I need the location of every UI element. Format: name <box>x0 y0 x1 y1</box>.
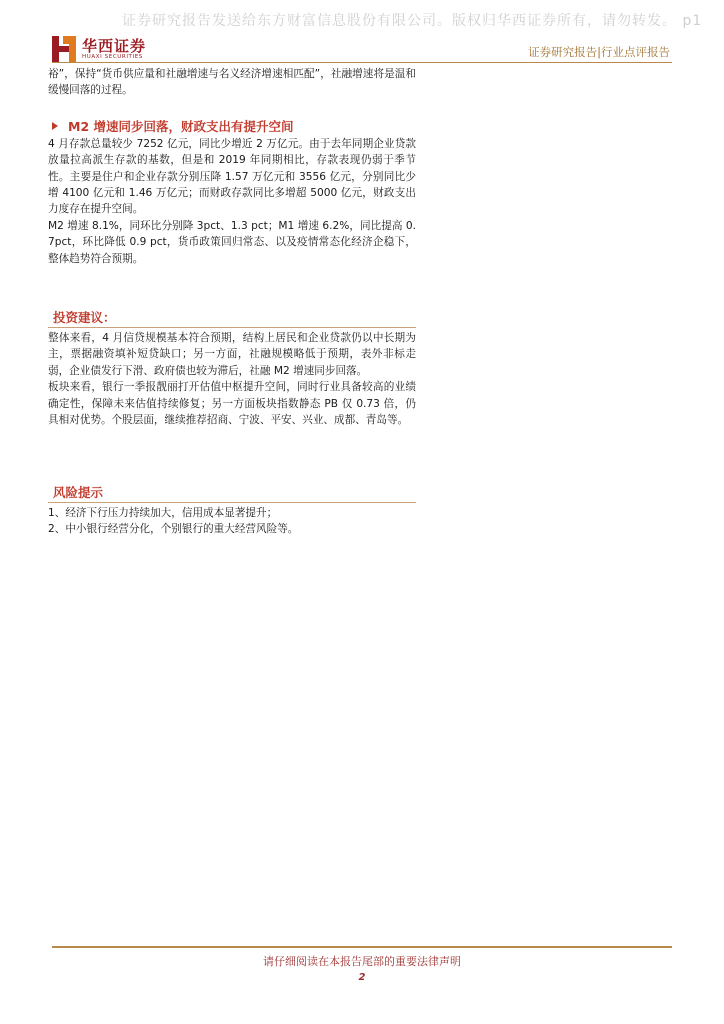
risk-item-2: 2、中小银行经营分化，个别银行的重大经营风险等。 <box>48 523 299 536</box>
m2-paragraph-2: M2 增速 8.1%，同环比分别降 3pct、1.3 pct；M1 增速 6.2%，同比提高 0.7pct，环比降低 0.9 pct，货币政策回归常态、以及疫情常态化经济企稳下，整体趋势符合预期。 <box>48 219 416 265</box>
logo-name-cn: 华西证券 <box>82 37 147 55</box>
m2-section-heading <box>48 116 416 136</box>
investment-paragraph-2: 板块来看，银行一季报靓丽打开估值中枢提升空间，同时行业具备较高的业绩确定性，保障未来估值持续修复；另一方面板块指数静态 PB 仅 0.73 倍，仍具相对优势。个股层面，继续推荐招商、宁波、平安、兴业、成都、青岛等。 <box>48 381 416 427</box>
header-divider <box>52 62 672 63</box>
main-content <box>48 66 416 267</box>
m2-paragraph-1: 4 月存款总量较少 7252 亿元，同比少增近 2 万亿元。由于去年同期企业贷款放量拉高派生存款的基数，但是和 2019 年同期相比，存款表现仍弱于季节性。主要是住户和企业存款分别压降 1.57 万亿元和 3556 亿元，分别同比少增 4100 亿元和 1.46 万亿元；而财政存款同比多增超 5000 亿元，财政支出力度存在提升空间。 <box>48 137 416 216</box>
page-number: 2 <box>358 972 366 983</box>
report-type-label: 证券研究报告|行业点评报告 <box>528 45 670 59</box>
risk-title: 风险提示 <box>53 485 104 500</box>
risk-section <box>48 484 416 538</box>
triangle-bullet-icon <box>52 122 58 130</box>
company-logo <box>52 34 162 64</box>
risk-divider <box>48 502 416 503</box>
risk-item-1: 1、经济下行压力持续加大，信用成本显著提升； <box>48 507 278 519</box>
investment-divider <box>48 327 416 328</box>
footer-disclaimer: 请仔细阅读在本报告尾部的重要法律声明 <box>263 955 461 968</box>
logo-name-en: HUAXI SECURITIES <box>82 54 143 60</box>
intro-paragraph: 裕”，保持“货币供应量和社融增速与名义经济增速相匹配”，社融增速将是温和缓慢回落的过程。 <box>48 68 416 97</box>
logo-mark-icon <box>52 36 76 62</box>
investment-section <box>48 309 416 428</box>
footer-divider <box>52 946 672 948</box>
investment-title: 投资建议： <box>53 310 116 325</box>
watermark-text: 证券研究报告发送给东方财富信息股份有限公司。版权归华西证券所有，请勿转发。 p1 <box>122 13 703 29</box>
m2-section-title: M2 增速同步回落，财政支出有提升空间 <box>68 118 294 134</box>
investment-paragraph-1: 整体来看，4 月信贷规模基本符合预期，结构上居民和企业贷款仍以中长期为主，票据融资填补短贷缺口；另一方面，社融规模略低于预期，表外非标走弱，企业债发行下滑、政府债也较为滞后，社融 M2 增速同步回落。 <box>48 332 416 377</box>
